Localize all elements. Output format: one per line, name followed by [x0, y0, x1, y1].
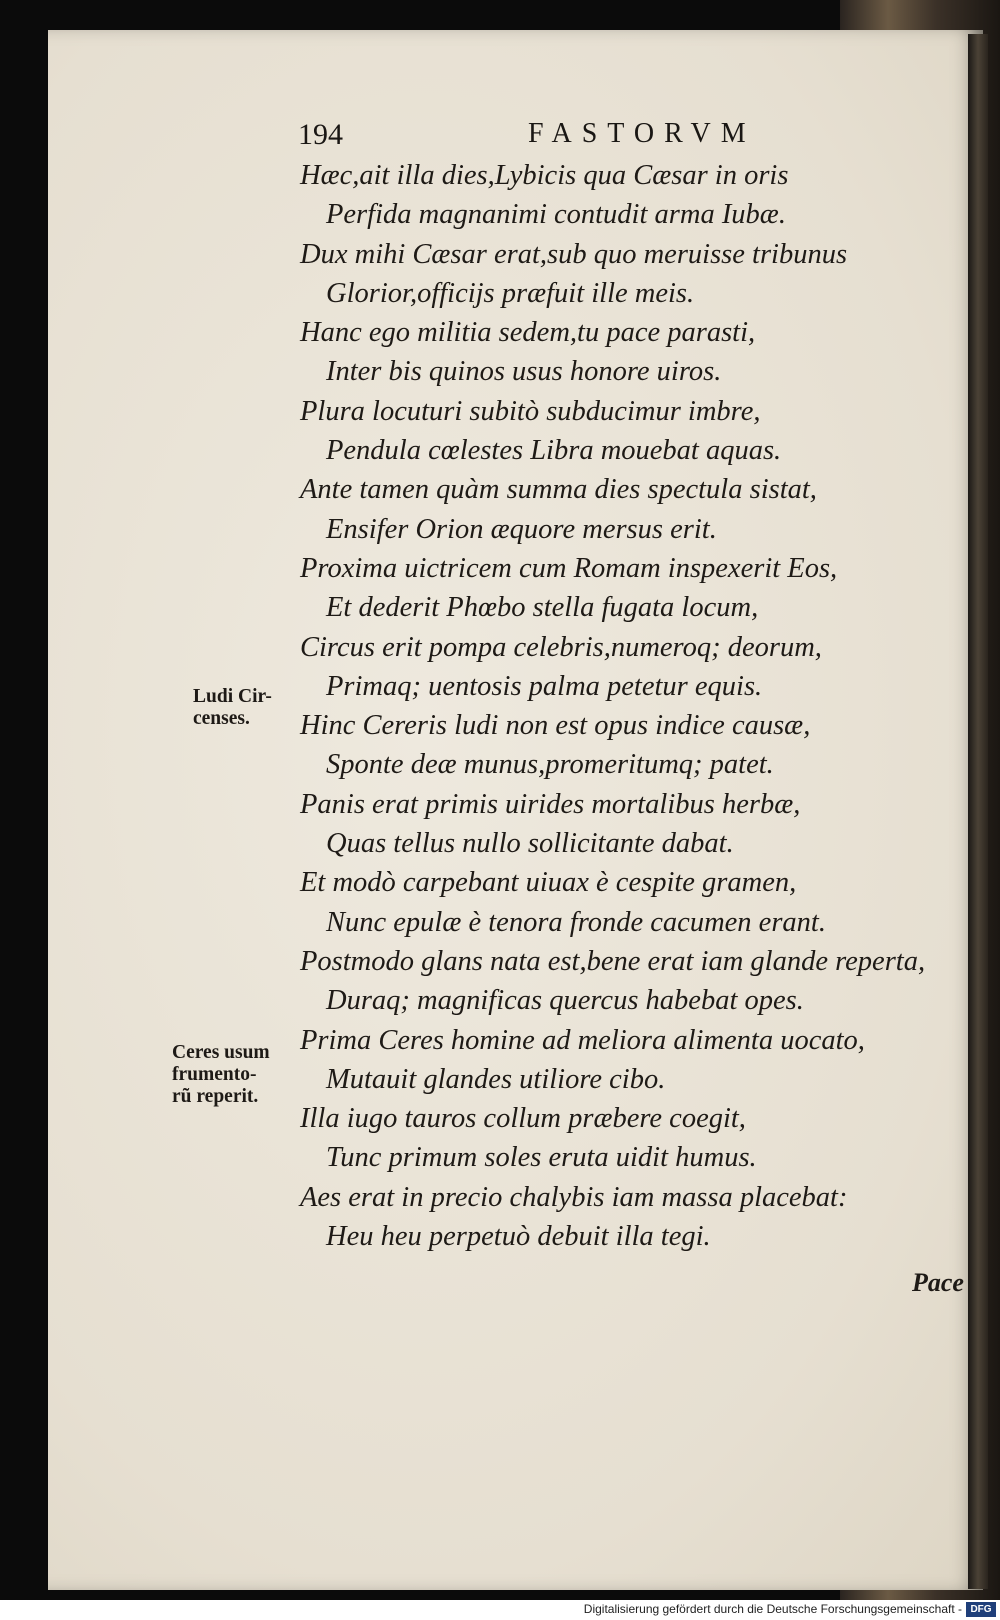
- marginal-note-line: rũ reperit.: [172, 1086, 259, 1107]
- verse-line: Panis erat primis uirides mortalibus herbæ,: [300, 788, 801, 820]
- verse-line: Quas tellus nullo sollicitante dabat.: [326, 828, 734, 860]
- funding-credit: Digitalisierung gefördert durch die Deutsche Forschungsgemeinschaft -: [583, 1602, 962, 1616]
- verse-line: Nunc epulæ è tenora fronde cacumen erant.: [326, 906, 826, 938]
- verse-line: Primaq; uentosis palma petetur equis.: [326, 670, 763, 702]
- verse-line: Hinc Cereris ludi non est opus indice causæ,: [300, 710, 811, 742]
- page-gutter-edge: [968, 34, 988, 1589]
- verse-line: Et dederit Phœbo stella fugata locum,: [326, 592, 759, 624]
- verse-line: Aes erat in precio chalybis iam massa placebat:: [300, 1181, 848, 1213]
- verse-line: Heu heu perpetuò debuit illa tegi.: [326, 1221, 711, 1253]
- marginal-note-ludi: [193, 686, 272, 730]
- marginal-note-line: censes.: [193, 708, 250, 729]
- verse-line: Dux mihi Cæsar erat,sub quo meruisse tribunus: [300, 238, 848, 270]
- verse-line: Et modò carpebant uiuax è cespite gramen,: [300, 867, 797, 899]
- dfg-logo: DFG: [966, 1602, 996, 1617]
- verse-line: Sponte deæ munus,promeritumq; patet.: [326, 749, 774, 781]
- verse-line: Ensifer Orion æquore mersus erit.: [326, 513, 717, 545]
- marginal-note-ceres: [172, 1042, 270, 1108]
- verse-line: Postmodo glans nata est,bene erat iam glande reperta,: [300, 945, 926, 977]
- verse-line: Prima Ceres homine ad meliora alimenta uocato,: [300, 1024, 865, 1056]
- verse-text: [300, 156, 940, 1256]
- verse-line: Perfida magnanimi contudit arma Iubæ.: [326, 199, 786, 231]
- verse-line: Illa iugo tauros collum præbere coegit,: [300, 1103, 746, 1135]
- digitization-footer: [0, 1600, 1000, 1620]
- verse-line: Hæc,ait illa dies,Lybicis qua Cæsar in oris: [300, 160, 789, 191]
- verse-line: Proxima uictricem cum Romam inspexerit Eos,: [300, 552, 838, 584]
- verse-line: Ante tamen quàm summa dies spectula sistat,: [300, 474, 817, 506]
- page-header: [298, 118, 818, 158]
- verse-line: Circus erit pompa celebris,numeroq; deorum,: [300, 631, 822, 663]
- verse-line: Plura locuturi subitò subducimur imbre,: [300, 395, 761, 427]
- catchword: Pace: [912, 1268, 964, 1297]
- verse-line: Pendula cœlestes Libra mouebat aquas.: [326, 435, 782, 467]
- verse-line: Tunc primum soles eruta uidit humus.: [326, 1142, 757, 1174]
- verse-line: Mutauit glandes utiliore cibo.: [326, 1063, 666, 1095]
- marginal-note-line: frumento-: [172, 1064, 257, 1085]
- marginal-note-line: Ceres usum: [172, 1042, 270, 1063]
- page-number: 194: [298, 118, 343, 151]
- running-head: FASTORVM: [528, 118, 756, 149]
- marginal-note-line: Ludi Cir-: [193, 686, 272, 707]
- verse-line: Glorior,officijs præfuit ille meis.: [326, 277, 695, 309]
- verse-line: Inter bis quinos usus honore uiros.: [326, 356, 722, 388]
- verse-line: Duraq; magnificas quercus habebat opes.: [326, 985, 804, 1017]
- verse-line: Hanc ego militia sedem,tu pace parasti,: [300, 317, 756, 349]
